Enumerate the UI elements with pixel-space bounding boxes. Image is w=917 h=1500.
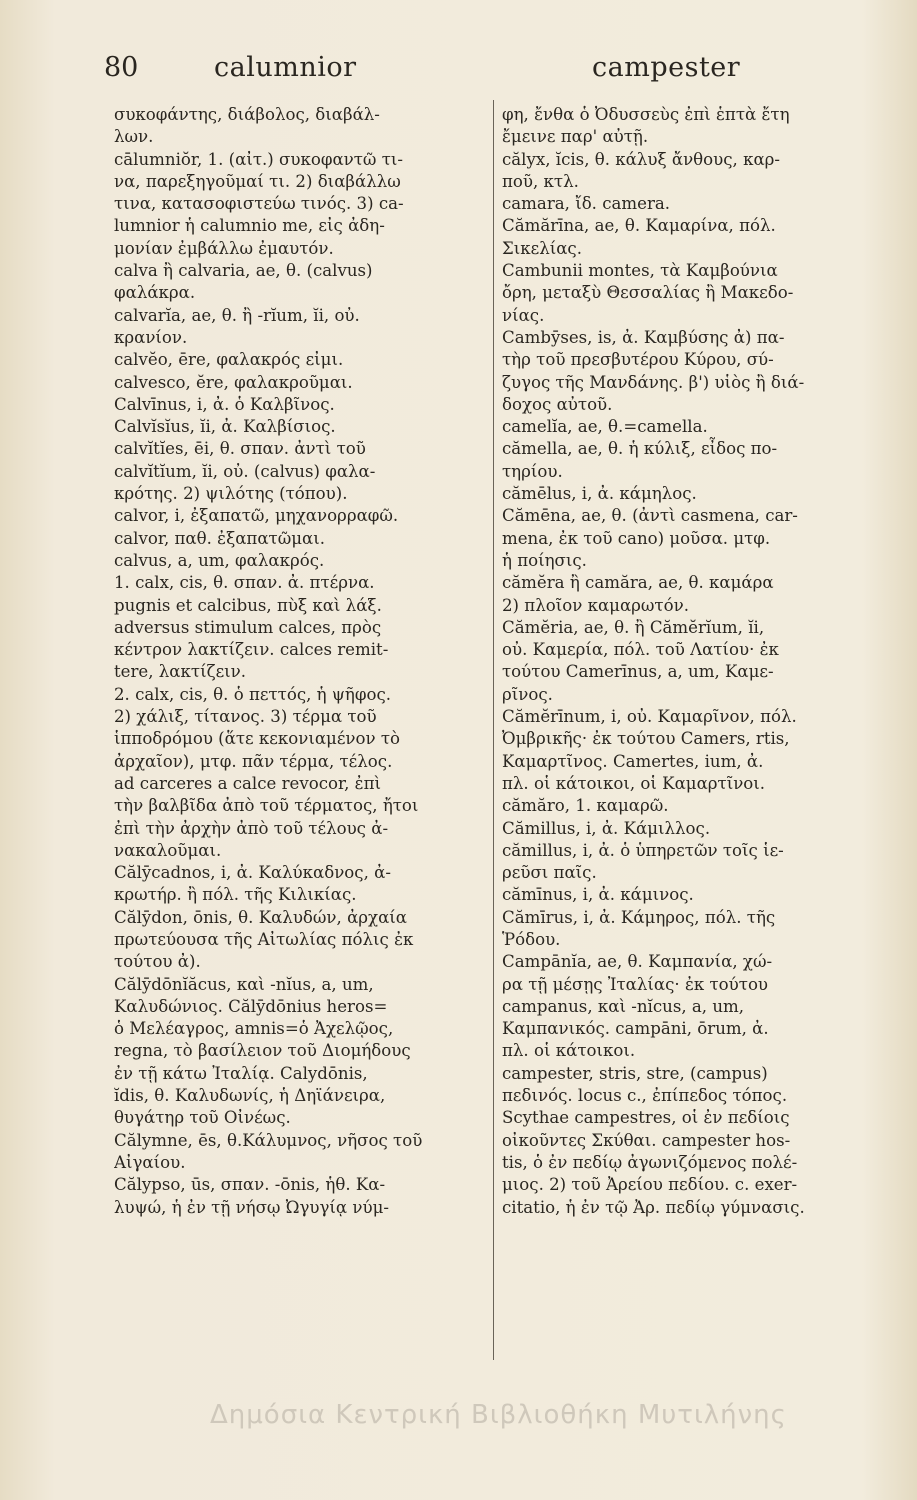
entry-line: φαλάκρα. xyxy=(114,283,196,303)
entry-line: τὴν βαλβῖδα ἀπὸ τοῦ τέρματος, ἤτοι xyxy=(114,796,419,816)
entry-line: Ῥόδου. xyxy=(502,929,561,949)
entry-line: campester, stris, stre, (campus) xyxy=(502,1063,768,1083)
entry-line: ὄρη, μεταξὺ Θεσσαλίας ἢ Μακεδο- xyxy=(502,283,794,303)
entry-line: calvor, παθ. ἐξαπατῶμαι. xyxy=(114,528,326,548)
entry-line: Călymne, ēs, θ.Κάλυμνος, νῆσος τοῦ xyxy=(114,1130,423,1150)
page-header xyxy=(104,52,741,92)
entry-line: campanus, καὶ -nĭcus, a, um, xyxy=(502,996,745,1016)
entry-line: τηρίου. xyxy=(502,461,563,481)
entry-line: camara, ἴδ. camera. xyxy=(502,194,671,214)
entry-line: lumnior ἡ calumnio me, εἰς ἀδη- xyxy=(114,216,385,236)
entry-line: νίας. xyxy=(502,305,545,325)
entry-line: camelĭa, ae, θ.=camella. xyxy=(502,417,708,437)
entry-line: Σικελίας. xyxy=(502,238,583,258)
entry-line: cămĕra ἢ camăra, ae, θ. καμάρα xyxy=(502,573,774,593)
entry-line: cămăro, 1. καμαρῶ. xyxy=(502,796,669,816)
entry-line: cămella, ae, θ. ἡ κύλιξ, εἶδος πο- xyxy=(502,439,778,459)
entry-line: calvĕo, ēre, φαλακρός εἰμι. xyxy=(114,350,344,370)
entry-line: κέντρον λακτίζειν. calces remit- xyxy=(114,640,389,660)
entry-line: πρωτεύουσα τῆς Αἰτωλίας πόλις ἐκ xyxy=(114,929,414,949)
entry-line: ὁ Μελέαγρος, amnis=ὁ Ἀχελῷος, xyxy=(114,1019,394,1039)
entry-line: citatio, ἡ ἐν τῷ Ἀρ. πεδίῳ γύμνασις. xyxy=(502,1197,805,1217)
entry-line: Calvīnus, i, ἀ. ὁ Καλβῖνος. xyxy=(114,394,335,414)
entry-line: ρεῦσι παῖς. xyxy=(502,863,597,883)
entry-line: πλ. οἱ κάτοικοι, οἱ Καμαρτῖνοι. xyxy=(502,773,766,793)
entry-line: πεδινός. locus c., ἐπίπεδος τόπος. xyxy=(502,1086,788,1106)
entry-line: calva ἢ calvaria, ae, θ. (calvus) xyxy=(114,261,373,281)
entry-line: νακαλοῦμαι. xyxy=(114,840,222,860)
entry-line: ποῦ, κτλ. xyxy=(502,171,579,191)
entry-line: τινα, κατασοφιστεύω τινός. 3) ca- xyxy=(114,194,404,214)
entry-line: τούτου ἀ). xyxy=(114,952,201,972)
entry-line: κρωτήρ. ἢ πόλ. τῆς Κιλικίας. xyxy=(114,885,357,905)
right-guide-word: campester xyxy=(592,52,741,83)
library-watermark: Δημόσια Κεντρική Βιβλιοθήκη Μυτιλήνης xyxy=(210,1400,787,1430)
entry-line: calvarĭa, ae, θ. ἢ -rĭum, ĭi, οὐ. xyxy=(114,305,360,325)
entry-line: adversus stimulum calces, πρὸς xyxy=(114,617,382,637)
entry-line: călyx, ĭcis, θ. κάλυξ ἄνθους, καρ- xyxy=(502,149,781,169)
entry-line: κρότης. 2) ψιλότης (τόπου). xyxy=(114,484,348,504)
left-column xyxy=(114,104,490,1219)
entry-line: Cambȳses, is, ἀ. Καμβύσης ἀ) πα- xyxy=(502,327,785,347)
entry-line: οἰκοῦντες Σκύθαι. campester hos- xyxy=(502,1130,791,1150)
entry-line: calvus, a, um, φαλακρός. xyxy=(114,550,325,570)
entry-line: ρῖνος. xyxy=(502,684,553,704)
entry-line: λων. xyxy=(114,127,154,147)
entry-line: regna, τὸ βασίλειον τοῦ Διομήδους xyxy=(114,1041,411,1061)
entry-line: ĭdis, θ. Καλυδωνίς, ἡ Δηϊάνειρα, xyxy=(114,1086,386,1106)
entry-line: ἐν τῇ κάτω Ἰταλίᾳ. Calydōnis, xyxy=(114,1063,368,1083)
entry-line: τούτου Camerīnus, a, um, Καμε- xyxy=(502,662,774,682)
entry-line: 2) πλοῖον καμαρωτόν. xyxy=(502,595,689,615)
entry-line: να, παρεξηγοῦμαί τι. 2) διαβάλλω xyxy=(114,171,401,191)
entry-line: συκοφάντης, διάβολος, διαβάλ- xyxy=(114,105,380,124)
entry-line: Călypso, ūs, σπαν. -ōnis, ἡθ. Κα- xyxy=(114,1175,386,1195)
entry-line: calvesco, ĕre, φαλακροῦμαι. xyxy=(114,372,353,392)
left-guide-word: calumnior xyxy=(214,52,357,83)
entry-line: Καμπανικός. campāni, ōrum, ἀ. xyxy=(502,1019,769,1039)
entry-line: Cămărīna, ae, θ. Καμαρίνα, πόλ. xyxy=(502,216,776,236)
entry-line: πλ. οἱ κάτοικοι. xyxy=(502,1041,636,1061)
entry-line: Călȳdon, ōnis, θ. Καλυδών, ἀρχαία xyxy=(114,907,408,927)
entry-line: tere, λακτίζειν. xyxy=(114,662,247,682)
entry-line: ἔμεινε παρ' αὐτῇ. xyxy=(502,127,649,147)
entry-line: τὴρ τοῦ πρεσβυτέρου Κύρου, σύ- xyxy=(502,350,774,370)
entry-line: οὐ. Καμερία, πόλ. τοῦ Λατίου· ἐκ xyxy=(502,640,779,660)
entry-line: μονίαν ἐμβάλλω ἐμαυτόν. xyxy=(114,238,334,258)
entry-line: ζυγος τῆς Μανδάνης. β') υἱὸς ἢ διά- xyxy=(502,372,805,392)
entry-line: pugnis et calcibus, πὺξ καὶ λάξ. xyxy=(114,595,382,615)
entry-line: Καμαρτῖνος. Camertes, ium, ἀ. xyxy=(502,751,764,771)
entry-line: 2. calx, cis, θ. ὁ πεττός, ἡ ψῆφος. xyxy=(114,684,392,704)
entry-line: λυψώ, ἡ ἐν τῇ νήσῳ Ὠγυγίᾳ νύμ- xyxy=(114,1197,389,1217)
entry-line: ἡ ποίησις. xyxy=(502,550,587,570)
entry-line: Cămĕria, ae, θ. ἢ Cămĕrĭum, ĭi, xyxy=(502,617,765,637)
entry-line: calvĭtĭes, ēi, θ. σπαν. ἀντὶ τοῦ xyxy=(114,439,366,459)
entry-line: mena, ἐκ τοῦ cano) μοῦσα. μτφ. xyxy=(502,528,771,548)
entry-line: ἐπὶ τὴν ἀρχὴν ἀπὸ τοῦ τέλους ἀ- xyxy=(114,818,389,838)
entry-line: κρανίον. xyxy=(114,327,188,347)
right-column xyxy=(502,104,900,1219)
entry-line: Campānĭa, ae, θ. Καμπανία, χώ- xyxy=(502,952,773,972)
entry-line: Καλυδώνιος. Călȳdōnius heros= xyxy=(114,996,388,1016)
entry-line: cămillus, i, ἀ. ὁ ὑπηρετῶν τοῖς ἱε- xyxy=(502,840,784,860)
entry-line: Cambunii montes, τὰ Καμβούνια xyxy=(502,261,778,281)
entry-line: Scythae campestres, οἱ ἐν πεδίοις xyxy=(502,1108,790,1128)
entry-line: ad carceres a calce revocor, ἐπὶ xyxy=(114,773,381,793)
entry-line: Αἰγαίου. xyxy=(114,1152,186,1172)
entry-line: 2) χάλιξ, τίτανος. 3) τέρμα τοῦ xyxy=(114,707,377,727)
entry-line: Cămĕrīnum, i, οὐ. Καμαρῖνον, πόλ. xyxy=(502,707,797,727)
entry-line: Calvĭsĭus, ĭi, ἀ. Καλβίσιος. xyxy=(114,417,336,437)
entry-line: tis, ὁ ἐν πεδίῳ ἀγωνιζόμενος πολέ- xyxy=(502,1152,798,1172)
entry-line: Cămillus, i, ἀ. Κάμιλλος. xyxy=(502,818,711,838)
entry-line: ἱπποδρόμου (ἅτε κεκονιαμένον τὸ xyxy=(114,729,401,749)
entry-line: μιος. 2) τοῦ Ἀρείου πεδίου. c. exer- xyxy=(502,1175,798,1195)
column-divider xyxy=(493,100,494,1360)
entry-line: θυγάτηρ τοῦ Οἰνέως. xyxy=(114,1108,291,1128)
entry-line: Cămēna, ae, θ. (ἀντὶ casmena, car- xyxy=(502,506,798,526)
page-number: 80 xyxy=(104,52,139,83)
entry-line: φη, ἔνθα ὁ Ὀδυσσεὺς ἐπὶ ἑπτὰ ἔτη xyxy=(502,105,790,124)
entry-line: Cămīrus, i, ἀ. Κάμηρος, πόλ. τῆς xyxy=(502,907,776,927)
entry-line: Călȳcadnos, i, ἀ. Καλύκαδνος, ἀ- xyxy=(114,863,391,883)
entry-line: calvor, i, ἐξαπατῶ, μηχανορραφῶ. xyxy=(114,506,399,526)
entry-line: calvĭtĭum, ĭi, οὐ. (calvus) φαλα- xyxy=(114,461,376,481)
entry-line: cālumniŏr, 1. (αἰτ.) συκοφαντῶ τι- xyxy=(114,149,404,169)
entry-line: cămēlus, i, ἀ. κάμηλος. xyxy=(502,484,697,504)
entry-line: Ὀμβρικῆς· ἐκ τούτου Camers, rtis, xyxy=(502,729,790,749)
entry-line: ἀρχαῖον), μτφ. πᾶν τέρμα, τέλος. xyxy=(114,751,393,771)
entry-line: ρα τῇ μέσῃς Ἰταλίας· ἐκ τούτου xyxy=(502,974,769,994)
entry-line: δοχος αὐτοῦ. xyxy=(502,394,613,414)
entry-line: 1. calx, cis, θ. σπαν. ἀ. πτέρνα. xyxy=(114,573,375,593)
entry-line: Călȳdōnĭăcus, καὶ -nĭus, a, um, xyxy=(114,974,374,994)
entry-line: cămīnus, i, ἀ. κάμινος. xyxy=(502,885,694,905)
